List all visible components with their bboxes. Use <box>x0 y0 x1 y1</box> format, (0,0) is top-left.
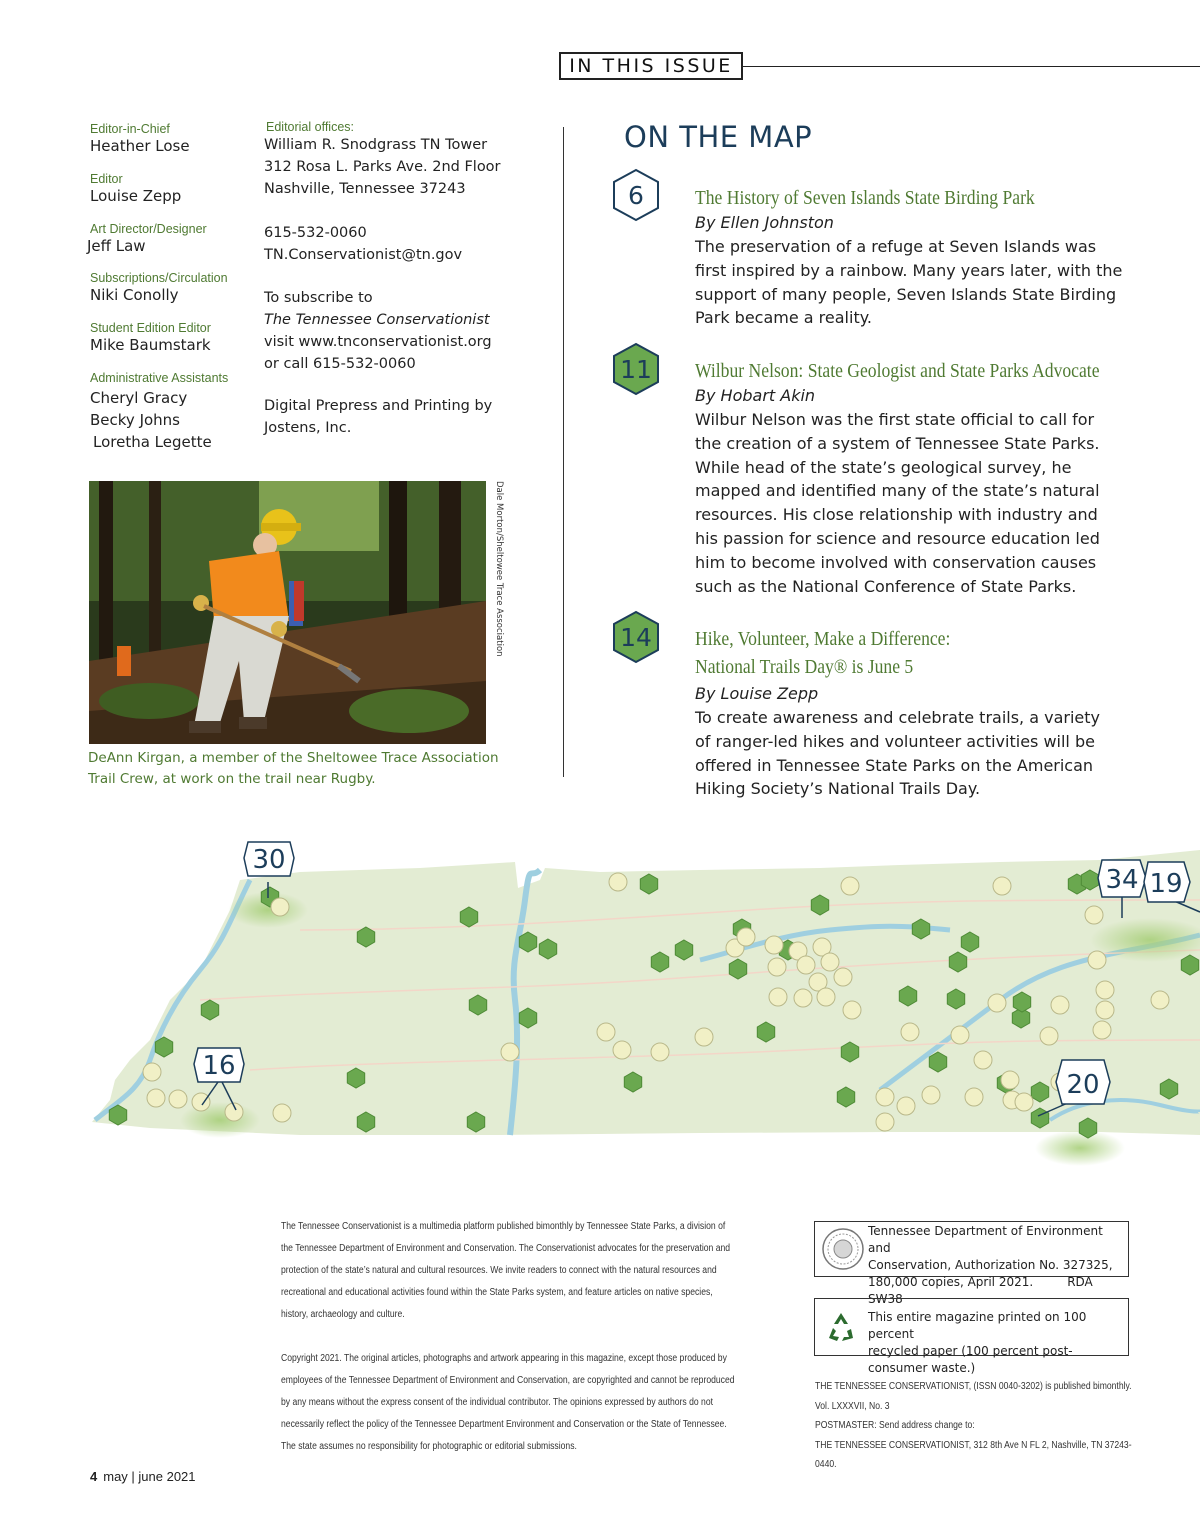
section-title: ON THE MAP <box>624 120 813 154</box>
about-line: the Tennessee Department of Environment and Conservation. The Conservationist advocates for the preservation and <box>281 1243 731 1254</box>
state-park-circle-marker <box>768 958 786 976</box>
state-park-hex-marker <box>519 932 536 952</box>
state-park-hex-marker <box>675 940 692 960</box>
state-park-hex-marker <box>1031 1082 1048 1102</box>
staff-name: Niki Conolly <box>90 286 179 304</box>
authorization-line: Tennessee Department of Environment and <box>868 1224 1103 1255</box>
article-line: first inspired by a rainbow. Many years later, with the <box>695 260 1123 280</box>
staff-name: Heather Lose <box>90 137 190 155</box>
state-park-hex-marker <box>1079 1118 1096 1138</box>
article-line: of ranger-led hikes and volunteer activities will be <box>695 731 1095 751</box>
article-line: his passion for science and resource education led <box>695 528 1100 548</box>
state-park-hex-marker <box>357 1112 374 1132</box>
staff-role: Editor <box>90 172 123 186</box>
tennessee-map <box>0 825 1200 1175</box>
article-line: While head of the state’s geological survey, he <box>695 457 1072 477</box>
state-park-hex-marker <box>1013 992 1030 1012</box>
address-line: William R. Snodgrass TN Tower <box>264 137 488 153</box>
state-park-circle-marker <box>1085 906 1103 924</box>
state-park-circle-marker <box>922 1086 940 1104</box>
state-park-circle-marker <box>834 968 852 986</box>
printing-line: Digital Prepress and Printing by <box>264 398 493 414</box>
article-line: resources. His close relationship with industry and <box>695 505 1098 525</box>
issue-date: may | june 2021 <box>103 1469 196 1484</box>
state-park-circle-marker <box>841 877 859 895</box>
article <box>695 625 985 681</box>
page-number-hex <box>611 342 661 396</box>
authorization-line: Conservation, Authorization No. 327325, <box>868 1258 1113 1272</box>
address-line: 312 Rosa L. Parks Ave. 2nd Floor <box>264 159 501 175</box>
state-park-hex-marker <box>469 995 486 1015</box>
state-park-circle-marker <box>794 989 812 1007</box>
article-title: National Trails Day® is June 5 <box>695 656 914 678</box>
state-park-circle-marker <box>843 1001 861 1019</box>
highlight-glow <box>1035 1130 1125 1166</box>
page-number-hex <box>611 168 661 222</box>
state-park-circle-marker <box>192 1093 210 1111</box>
state-park-hex-marker <box>467 1112 484 1132</box>
state-park-circle-marker <box>1015 1093 1033 1111</box>
article <box>695 184 1081 212</box>
state-park-circle-marker <box>876 1113 894 1131</box>
staff-role: Art Director/Designer <box>90 222 207 236</box>
state-park-hex-marker <box>899 986 916 1006</box>
map-marker-label: 30 <box>252 845 286 875</box>
article-line: To create awareness and celebrate trails, a variety <box>695 708 1100 727</box>
state-park-circle-marker <box>876 1088 894 1106</box>
state-park-hex-marker <box>729 959 746 979</box>
article-line: the creation of a system of Tennessee State Parks. <box>695 433 1100 453</box>
article-title: Wilbur Nelson: State Geologist and State Parks Advocate <box>695 360 1100 382</box>
offices-label: Editorial offices: <box>266 120 355 134</box>
photo-caption <box>88 748 508 790</box>
state-park-hex-marker <box>539 939 556 959</box>
copyright-line: employees of the Tennessee Department of Environment and Conservation, are copyrighted and cannot be reproduced <box>281 1375 735 1386</box>
state-park-hex-marker <box>961 932 978 952</box>
about-line: history, archaeology and culture. <box>281 1309 405 1320</box>
issn-line: Vol. LXXXVII, No. 3 <box>815 1400 890 1412</box>
state-park-circle-marker <box>1088 951 1106 969</box>
state-park-hex-marker <box>347 1068 364 1088</box>
state-park-circle-marker <box>1051 996 1069 1014</box>
state-park-circle-marker <box>965 1088 983 1106</box>
map-marker-label: 19 <box>1149 869 1183 899</box>
staff-role: Student Edition Editor <box>90 321 211 335</box>
state-park-circle-marker <box>901 1023 919 1041</box>
state-park-circle-marker <box>817 988 835 1006</box>
about-line: protection of the state’s natural and cultural resources. We invite readers to connect with the natural resources and <box>281 1265 717 1276</box>
article-line: Hiking Society’s National Trails Day. <box>695 779 981 799</box>
recycled-line: recycled paper (100 percent post-consumer waste.) <box>868 1344 1073 1375</box>
subscribe-line: or call 615-532-0060 <box>264 356 416 372</box>
state-park-hex-marker <box>624 1072 641 1092</box>
state-park-circle-marker <box>993 877 1011 895</box>
state-park-hex-marker <box>811 895 828 915</box>
issn-line: THE TENNESSEE CONSERVATIONIST, 312 8th Ave N FL 2, Nashville, TN 37243-0440. <box>815 1439 1132 1470</box>
page-number: 11 <box>620 355 652 384</box>
staff-name: Louise Zepp <box>90 187 182 205</box>
state-park-hex-marker <box>912 919 929 939</box>
article-text <box>695 211 1135 330</box>
state-park-circle-marker <box>613 1041 631 1059</box>
state-park-hex-marker <box>949 952 966 972</box>
state-park-circle-marker <box>147 1089 165 1107</box>
state-park-hex-marker <box>1081 870 1098 890</box>
state-park-circle-marker <box>1151 991 1169 1009</box>
about-text <box>281 1216 841 1326</box>
staff-name: Jeff Law <box>87 237 146 255</box>
state-park-circle-marker <box>143 1063 161 1081</box>
issn-line: THE TENNESSEE CONSERVATIONIST, (ISSN 0040-3202) is published bimonthly. <box>815 1381 1132 1392</box>
state-park-circle-marker <box>1093 1021 1111 1039</box>
highlight-glow <box>180 1102 260 1138</box>
state-park-hex-marker <box>109 1105 126 1125</box>
state-park-hex-marker <box>947 989 964 1009</box>
copyright-line: by any means without the express consent of the individual contributor. The opinions expressed by authors do not <box>281 1397 714 1408</box>
article-title: Hike, Volunteer, Make a Difference: <box>695 628 951 650</box>
article-line: Wilbur Nelson was the first state official to call for <box>695 410 1095 429</box>
about-line: The Tennessee Conservationist is a multimedia platform published bimonthly by Tennessee State Parks, a division of <box>281 1221 726 1232</box>
about-line: recreational and educational activities found within the State Parks system, and feature articles on native species, <box>281 1287 713 1298</box>
article <box>695 357 1155 385</box>
issn-line: POSTMASTER: Send address change to: <box>815 1420 975 1431</box>
staff-name: Cheryl Gracy <box>90 389 188 407</box>
page-number: 4 <box>90 1469 98 1484</box>
authorization-box <box>814 1221 1129 1306</box>
article-line: him to become involved with conservation causes <box>695 552 1097 572</box>
photo-credit: Dale Morton/Sheltowee Trace Association <box>494 481 504 657</box>
article-byline: By Louise Zepp <box>695 684 819 703</box>
staff-role: Administrative Assistants <box>90 371 229 385</box>
recycled-line: This entire magazine printed on 100 percent <box>868 1310 1087 1341</box>
state-park-hex-marker <box>1181 955 1198 975</box>
staff-name: Loretha Legette <box>93 433 212 451</box>
state-park-hex-marker <box>929 1052 946 1072</box>
state-park-circle-marker <box>273 1104 291 1122</box>
state-park-circle-marker <box>651 1043 669 1061</box>
state-park-circle-marker <box>1096 1001 1114 1019</box>
state-park-circle-marker <box>271 898 289 916</box>
state-park-hex-marker <box>757 1022 774 1042</box>
page-number: 6 <box>628 181 644 210</box>
trail-crew-photo <box>89 481 486 744</box>
state-park-hex-marker <box>837 1087 854 1107</box>
article-line: Park became a reality. <box>695 308 872 328</box>
state-park-circle-marker <box>1040 1027 1058 1045</box>
copyright-line: Copyright 2021. The original articles, photographs and artwork appearing in this magazine, except those produced by <box>281 1353 727 1364</box>
state-park-circle-marker <box>609 873 627 891</box>
copyright-line: necessarily reflect the policy of the Tennessee Department Environment and Conservation or the State of Tennessee. <box>281 1419 727 1430</box>
article-line: The preservation of a refuge at Seven Islands was <box>695 237 1097 256</box>
caption-line: Trail Crew, at work on the trail near Rugby. <box>88 771 376 787</box>
masthead-offices <box>264 120 554 439</box>
authorization-line: 180,000 copies, April 2021. <box>868 1275 1034 1289</box>
article-line: such as the National Conference of State Parks. <box>695 576 1077 596</box>
recycle-icon <box>825 1311 857 1343</box>
page-number: 14 <box>620 623 652 652</box>
caption-line: DeAnn Kirgan, a member of the Sheltowee Trace Association <box>88 750 499 766</box>
article-line: mapped and identified many of the state’s natural <box>695 481 1100 501</box>
state-park-hex-marker <box>155 1037 172 1057</box>
article-text <box>695 384 1135 598</box>
masthead-staff <box>87 122 260 453</box>
staff-name: Becky Johns <box>90 411 180 429</box>
state-park-hex-marker <box>1031 1108 1048 1128</box>
authorization-rda: RDA SW38 <box>868 1275 1093 1306</box>
email: TN.Conservationist@tn.gov <box>264 247 463 263</box>
copyright-text <box>281 1348 841 1458</box>
state-park-hex-marker <box>651 952 668 972</box>
printing-line: Jostens, Inc. <box>264 420 352 436</box>
folio <box>90 1469 196 1484</box>
state-park-circle-marker <box>765 936 783 954</box>
state-park-circle-marker <box>1001 1071 1019 1089</box>
state-park-hex-marker <box>357 927 374 947</box>
state-park-circle-marker <box>501 1043 519 1061</box>
state-park-hex-marker <box>640 874 657 894</box>
state-seal-icon <box>821 1227 865 1271</box>
state-park-circle-marker <box>769 988 787 1006</box>
recycled-box <box>814 1298 1129 1375</box>
column-divider <box>563 127 564 777</box>
state-park-circle-marker <box>988 994 1006 1012</box>
state-park-circle-marker <box>974 1051 992 1069</box>
issn-text <box>815 1377 1195 1475</box>
staff-role: Editor-in-Chief <box>90 122 170 136</box>
staff-role: Subscriptions/Circulation <box>90 271 228 285</box>
article-line: offered in Tennessee State Parks on the American <box>695 755 1094 775</box>
subscribe-line: visit www.tnconservationist.org <box>264 334 492 350</box>
header-rule <box>742 66 1200 67</box>
article-byline: By Ellen Johnston <box>695 213 834 232</box>
subscribe-line: To subscribe to <box>264 290 373 306</box>
state-park-circle-marker <box>951 1026 969 1044</box>
address-line: Nashville, Tennessee 37243 <box>264 181 466 197</box>
state-park-circle-marker <box>821 953 839 971</box>
state-park-circle-marker <box>897 1097 915 1115</box>
map-marker-label: 16 <box>202 1051 236 1081</box>
state-park-hex-marker <box>460 907 477 927</box>
state-park-circle-marker <box>695 1028 713 1046</box>
state-park-circle-marker <box>737 928 755 946</box>
state-park-hex-marker <box>201 1000 218 1020</box>
state-park-hex-marker <box>519 1008 536 1028</box>
state-park-circle-marker <box>597 1023 615 1041</box>
state-park-circle-marker <box>1096 981 1114 999</box>
article-text <box>695 682 1135 801</box>
state-park-hex-marker <box>841 1042 858 1062</box>
copyright-line: The state assumes no responsibility for photographic or editorial submissions. <box>281 1441 577 1452</box>
article-line: support of many people, Seven Islands State Birding <box>695 284 1117 304</box>
phone: 615-532-0060 <box>264 225 367 241</box>
map-marker-label: 34 <box>1105 865 1139 895</box>
state-park-circle-marker <box>797 956 815 974</box>
state-park-circle-marker <box>169 1090 187 1108</box>
state-park-hex-marker <box>1160 1079 1177 1099</box>
article-byline: By Hobart Akin <box>695 386 816 405</box>
section-label: IN THIS ISSUE <box>559 52 743 80</box>
staff-name: Mike Baumstark <box>90 336 211 354</box>
publication-name: The Tennessee Conservationist <box>264 312 490 328</box>
map-marker-label: 20 <box>1066 1070 1100 1100</box>
page-number-hex <box>611 610 661 664</box>
article-title: The History of Seven Islands State Birding Park <box>695 187 1035 209</box>
